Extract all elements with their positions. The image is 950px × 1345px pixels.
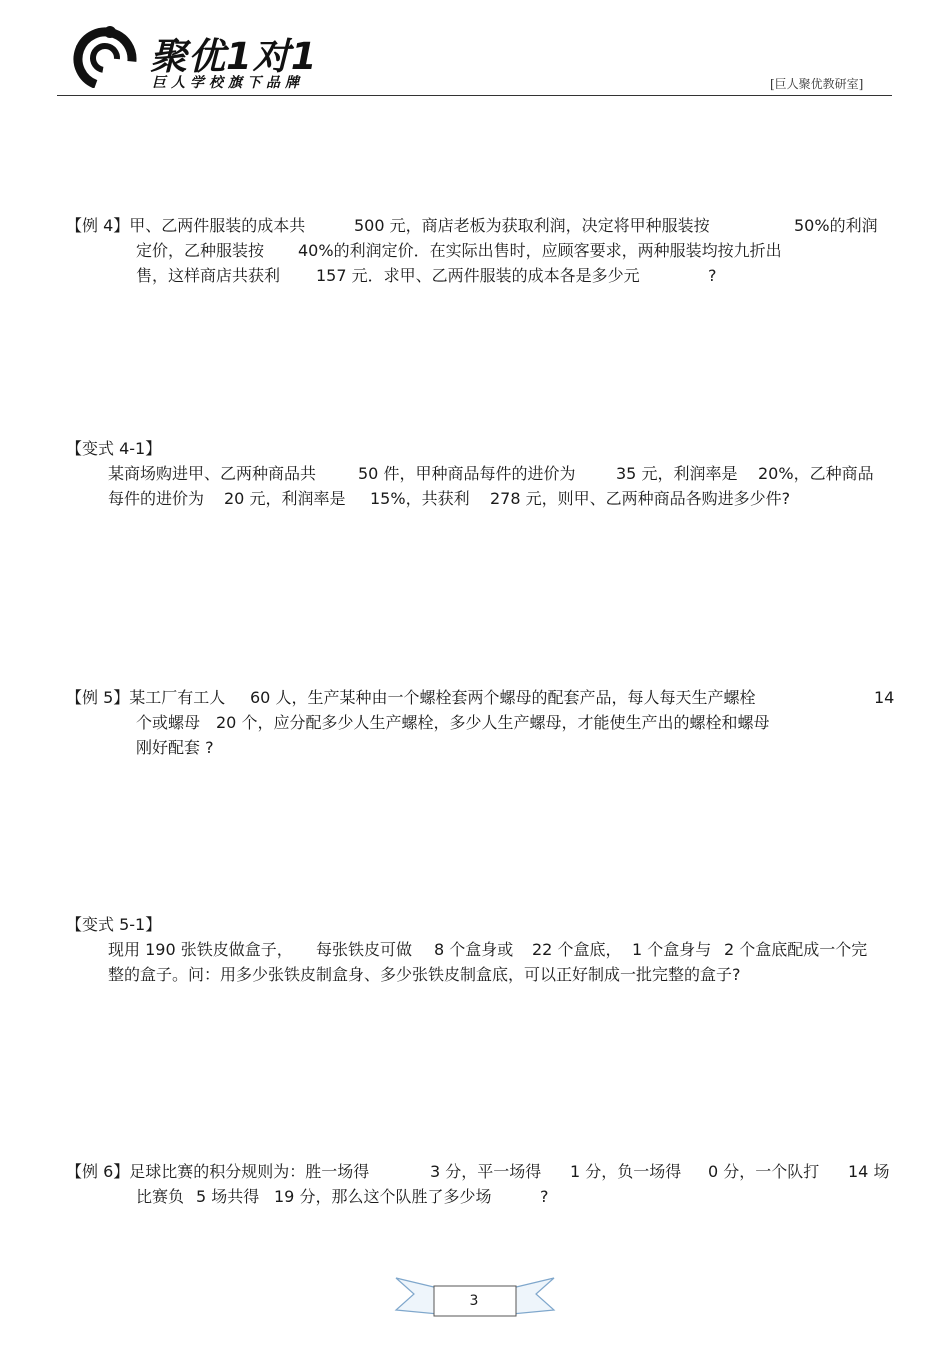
problem-text: 50 件，甲种商品每件的进价为	[358, 464, 576, 483]
problem-text: 8 个盒身或	[434, 940, 514, 959]
problem-text: 每张铁皮可做	[316, 940, 413, 959]
problem-line	[66, 710, 896, 735]
problem-label: 【例 4】	[66, 216, 130, 235]
problem-line	[66, 1184, 896, 1209]
problem-variant-4-1	[66, 436, 896, 511]
problem-line	[66, 937, 896, 962]
problem-text: 1 分，负一场得	[570, 1162, 682, 1181]
problem-text: 14	[874, 688, 895, 707]
problem-line	[66, 962, 896, 987]
problem-text: 售，这样商店共获利	[136, 266, 281, 285]
problem-text: 比赛负	[136, 1187, 185, 1206]
problem-example-6	[66, 1159, 896, 1209]
problem-line	[66, 263, 896, 288]
problem-text: 3 分，平一场得	[430, 1162, 542, 1181]
problem-line	[66, 213, 896, 238]
problem-variant-5-1	[66, 912, 896, 987]
problem-text: 0 分，一个队打	[708, 1162, 820, 1181]
problem-line	[66, 238, 896, 263]
page-number: 3	[469, 1293, 479, 1309]
brand-title: 聚优1对1	[150, 35, 318, 78]
problem-text: 19 分，那么这个队胜了多少场	[274, 1187, 492, 1206]
problem-text: 甲、乙两件服装的成本共	[129, 216, 306, 235]
problem-text: 20 个，应分配多少人生产螺栓，多少人生产螺母，才能使生产出的螺栓和螺母	[216, 713, 770, 732]
brand-tagline: 巨人学校旗下品牌	[152, 75, 304, 91]
problem-text: 每件的进价为	[108, 489, 205, 508]
problem-label: 【例 5】	[66, 688, 130, 707]
problem-line	[66, 685, 896, 710]
problem-line	[66, 1159, 896, 1184]
problem-example-5	[66, 685, 896, 760]
problem-text: 刚好配套 ?	[136, 738, 214, 757]
problem-text: 157 元．求甲、乙两件服装的成本各是多少元	[316, 266, 640, 285]
problem-text: 定价，乙种服装按	[136, 241, 265, 260]
problem-text: ?	[540, 1187, 549, 1206]
problem-line	[66, 436, 896, 461]
problem-text: 个或螺母	[136, 713, 201, 732]
header-divider	[57, 95, 892, 96]
problem-label: 【变式 4-1】	[66, 439, 162, 458]
problem-label: 【变式 5-1】	[66, 915, 162, 934]
problem-line	[66, 461, 896, 486]
problem-line	[66, 486, 896, 511]
problem-text: 35 元，利润率是	[616, 464, 738, 483]
problem-text: 5 场共得	[196, 1187, 260, 1206]
problem-text: 20 元，利润率是	[224, 489, 346, 508]
header-office-label: [巨人聚优教研室]	[770, 77, 864, 91]
problem-line	[66, 912, 896, 937]
problem-text: 500 元，商店老板为获取利润，决定将甲种服装按	[354, 216, 710, 235]
problem-text: 20%，乙种商品	[758, 464, 874, 483]
page-header	[0, 0, 950, 100]
problem-text: 278 元，则甲、乙两种商品各购进多少件?	[490, 489, 791, 508]
problem-text: 1 个盒身与	[632, 940, 712, 959]
problem-text: 40%的利润定价．在实际出售时，应顾客要求，两种服装均按九折出	[298, 241, 782, 260]
problem-text: 50%的利润	[794, 216, 878, 235]
problem-text: 足球比赛的积分规则为：胜一场得	[129, 1162, 370, 1181]
brand-logo-icon	[66, 24, 144, 88]
problem-text: 某工厂有工人	[129, 688, 226, 707]
problem-text: 60 人，生产某种由一个螺栓套两个螺母的配套产品，每人每天生产螺栓	[250, 688, 756, 707]
problem-label: 【例 6】	[66, 1162, 130, 1181]
problem-text: 22 个盒底，	[532, 940, 622, 959]
problem-text: ?	[708, 266, 717, 285]
problem-example-4	[66, 213, 896, 288]
problem-text: 整的盒子。问：用多少张铁皮制盒身、多少张铁皮制盒底，可以正好制成一批完整的盒子?	[108, 965, 741, 984]
problem-line	[66, 735, 896, 760]
problem-text: 2 个盒底配成一个完	[724, 940, 868, 959]
problem-text: 现用 190 张铁皮做盒子，	[108, 940, 293, 959]
problem-text: 14 场	[848, 1162, 890, 1181]
problem-text: 15%，共获利	[370, 489, 470, 508]
problem-text: 某商场购进甲、乙两种商品共	[108, 464, 317, 483]
